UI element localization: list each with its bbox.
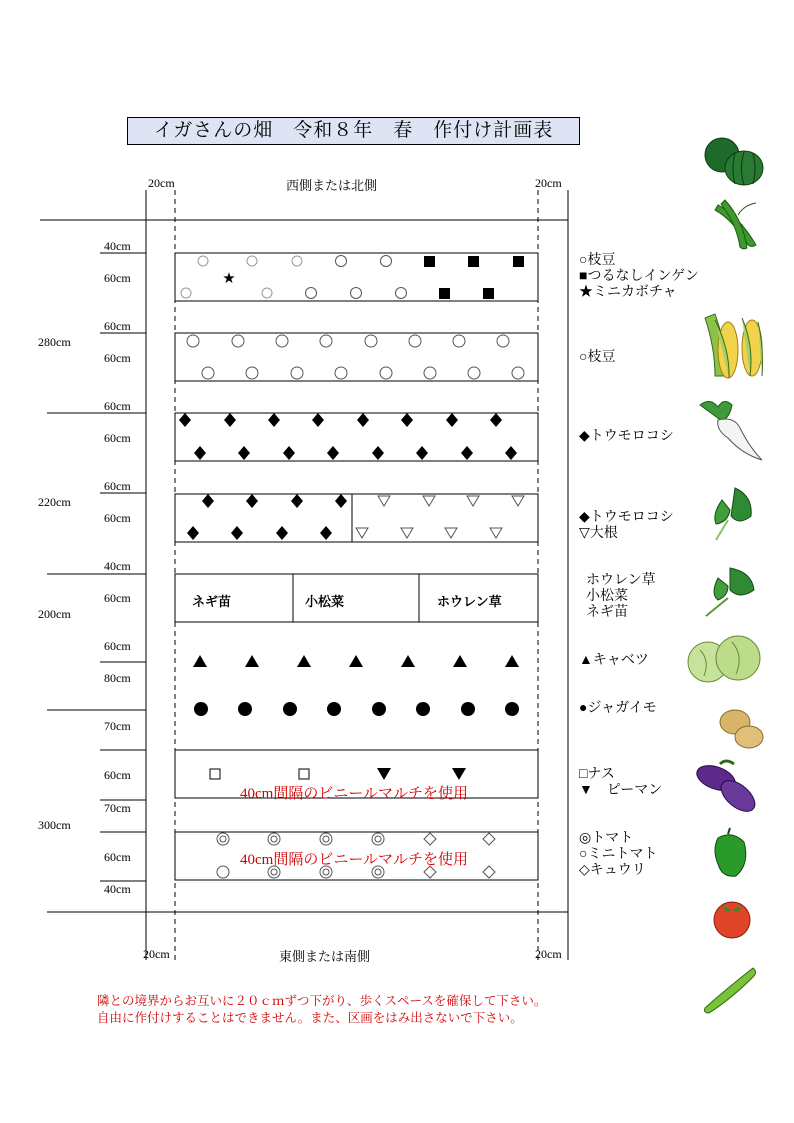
bed5-spinach-label: ホウレン草	[437, 594, 502, 609]
section-dim: 300cm	[38, 818, 71, 832]
mulch-note: 40cm間隔のビニールマルチを使用	[240, 852, 469, 868]
legend-item: ■つるなしインゲン	[579, 269, 699, 284]
legend-item: ●ジャガイモ	[579, 701, 657, 716]
section-dim: 280cm	[38, 335, 71, 349]
legend-item: ▼ ピーマン	[579, 783, 663, 798]
legend-item: ◆トウモロコシ	[579, 510, 674, 525]
legend-item: ◆トウモロコシ	[579, 429, 674, 444]
footer-note: 隣との境界からお互いに２０ｃｍずつ下がり、歩くスペースを確保して下さい。	[97, 994, 547, 1008]
row-dim: 60cm	[104, 351, 131, 365]
row-dim: 60cm	[104, 639, 131, 653]
legend-row6	[579, 653, 649, 669]
svg-text:★: ★	[222, 269, 236, 287]
legend-bed5	[586, 573, 656, 621]
mulch-note: 40cm間隔のビニールマルチを使用	[240, 786, 469, 802]
page-title: イガさんの畑 令和８年 春 作付け計画表	[127, 117, 580, 145]
row-dim: 60cm	[104, 850, 131, 864]
legend-bed8	[579, 767, 662, 799]
legend-item: ▽大根	[579, 526, 618, 541]
section-dim: 200cm	[38, 607, 71, 621]
row-dim: 40cm	[104, 239, 131, 253]
row-dim: 40cm	[104, 882, 131, 896]
row-dim: 80cm	[104, 671, 131, 685]
legend-item: ○ミニトマト	[579, 847, 658, 862]
row-dim: 60cm	[104, 271, 131, 285]
legend-item: ネギ苗	[586, 605, 628, 620]
row-dim: 70cm	[104, 801, 131, 815]
footer-note: 自由に作付けすることはできません。また、区画をはみ出さないで下さい。	[97, 1011, 523, 1025]
legend-item: ★ミニカボチャ	[579, 285, 677, 300]
row-dim: 60cm	[104, 591, 131, 605]
legend-item: ホウレン草	[586, 573, 656, 588]
legend-bed4	[579, 510, 674, 542]
bottom-side-label: 東側または南側	[279, 949, 371, 964]
row-dim: 60cm	[104, 319, 131, 333]
legend-bed9	[579, 831, 657, 879]
legend-bed2	[579, 350, 615, 366]
legend-item: ◇キュウリ	[579, 863, 646, 878]
row-dim: 60cm	[104, 431, 131, 445]
legend-item: ○枝豆	[579, 350, 616, 365]
legend-item: 小松菜	[586, 589, 628, 604]
bed5-negi-label: ネギ苗	[192, 594, 232, 609]
margin-bottom-right: 20cm	[535, 947, 562, 961]
row-dim: 60cm	[104, 479, 131, 493]
legend-item: □ナス	[579, 767, 615, 782]
margin-top-left: 20cm	[148, 176, 175, 190]
margin-top-right: 20cm	[535, 176, 562, 190]
top-side-label: 西側または北側	[286, 178, 378, 193]
legend-item: ▲キャベツ	[579, 653, 649, 668]
legend-bed1	[579, 253, 699, 301]
margin-bottom-left: 20cm	[143, 947, 170, 961]
bed-2	[175, 333, 538, 381]
legend-item: ◎トマト	[579, 831, 634, 846]
row-dim: 40cm	[104, 559, 131, 573]
bed5-komatsuna-label: 小松菜	[305, 594, 345, 609]
legend-bed3	[579, 429, 674, 445]
row-dim: 70cm	[104, 719, 131, 733]
section-dim: 220cm	[38, 495, 71, 509]
bed-4	[175, 494, 538, 542]
legend-row7	[579, 701, 657, 717]
row-dim: 60cm	[104, 399, 131, 413]
row-dim: 60cm	[104, 768, 131, 782]
legend-item: ○枝豆	[579, 253, 616, 268]
row-dim: 60cm	[104, 511, 131, 525]
